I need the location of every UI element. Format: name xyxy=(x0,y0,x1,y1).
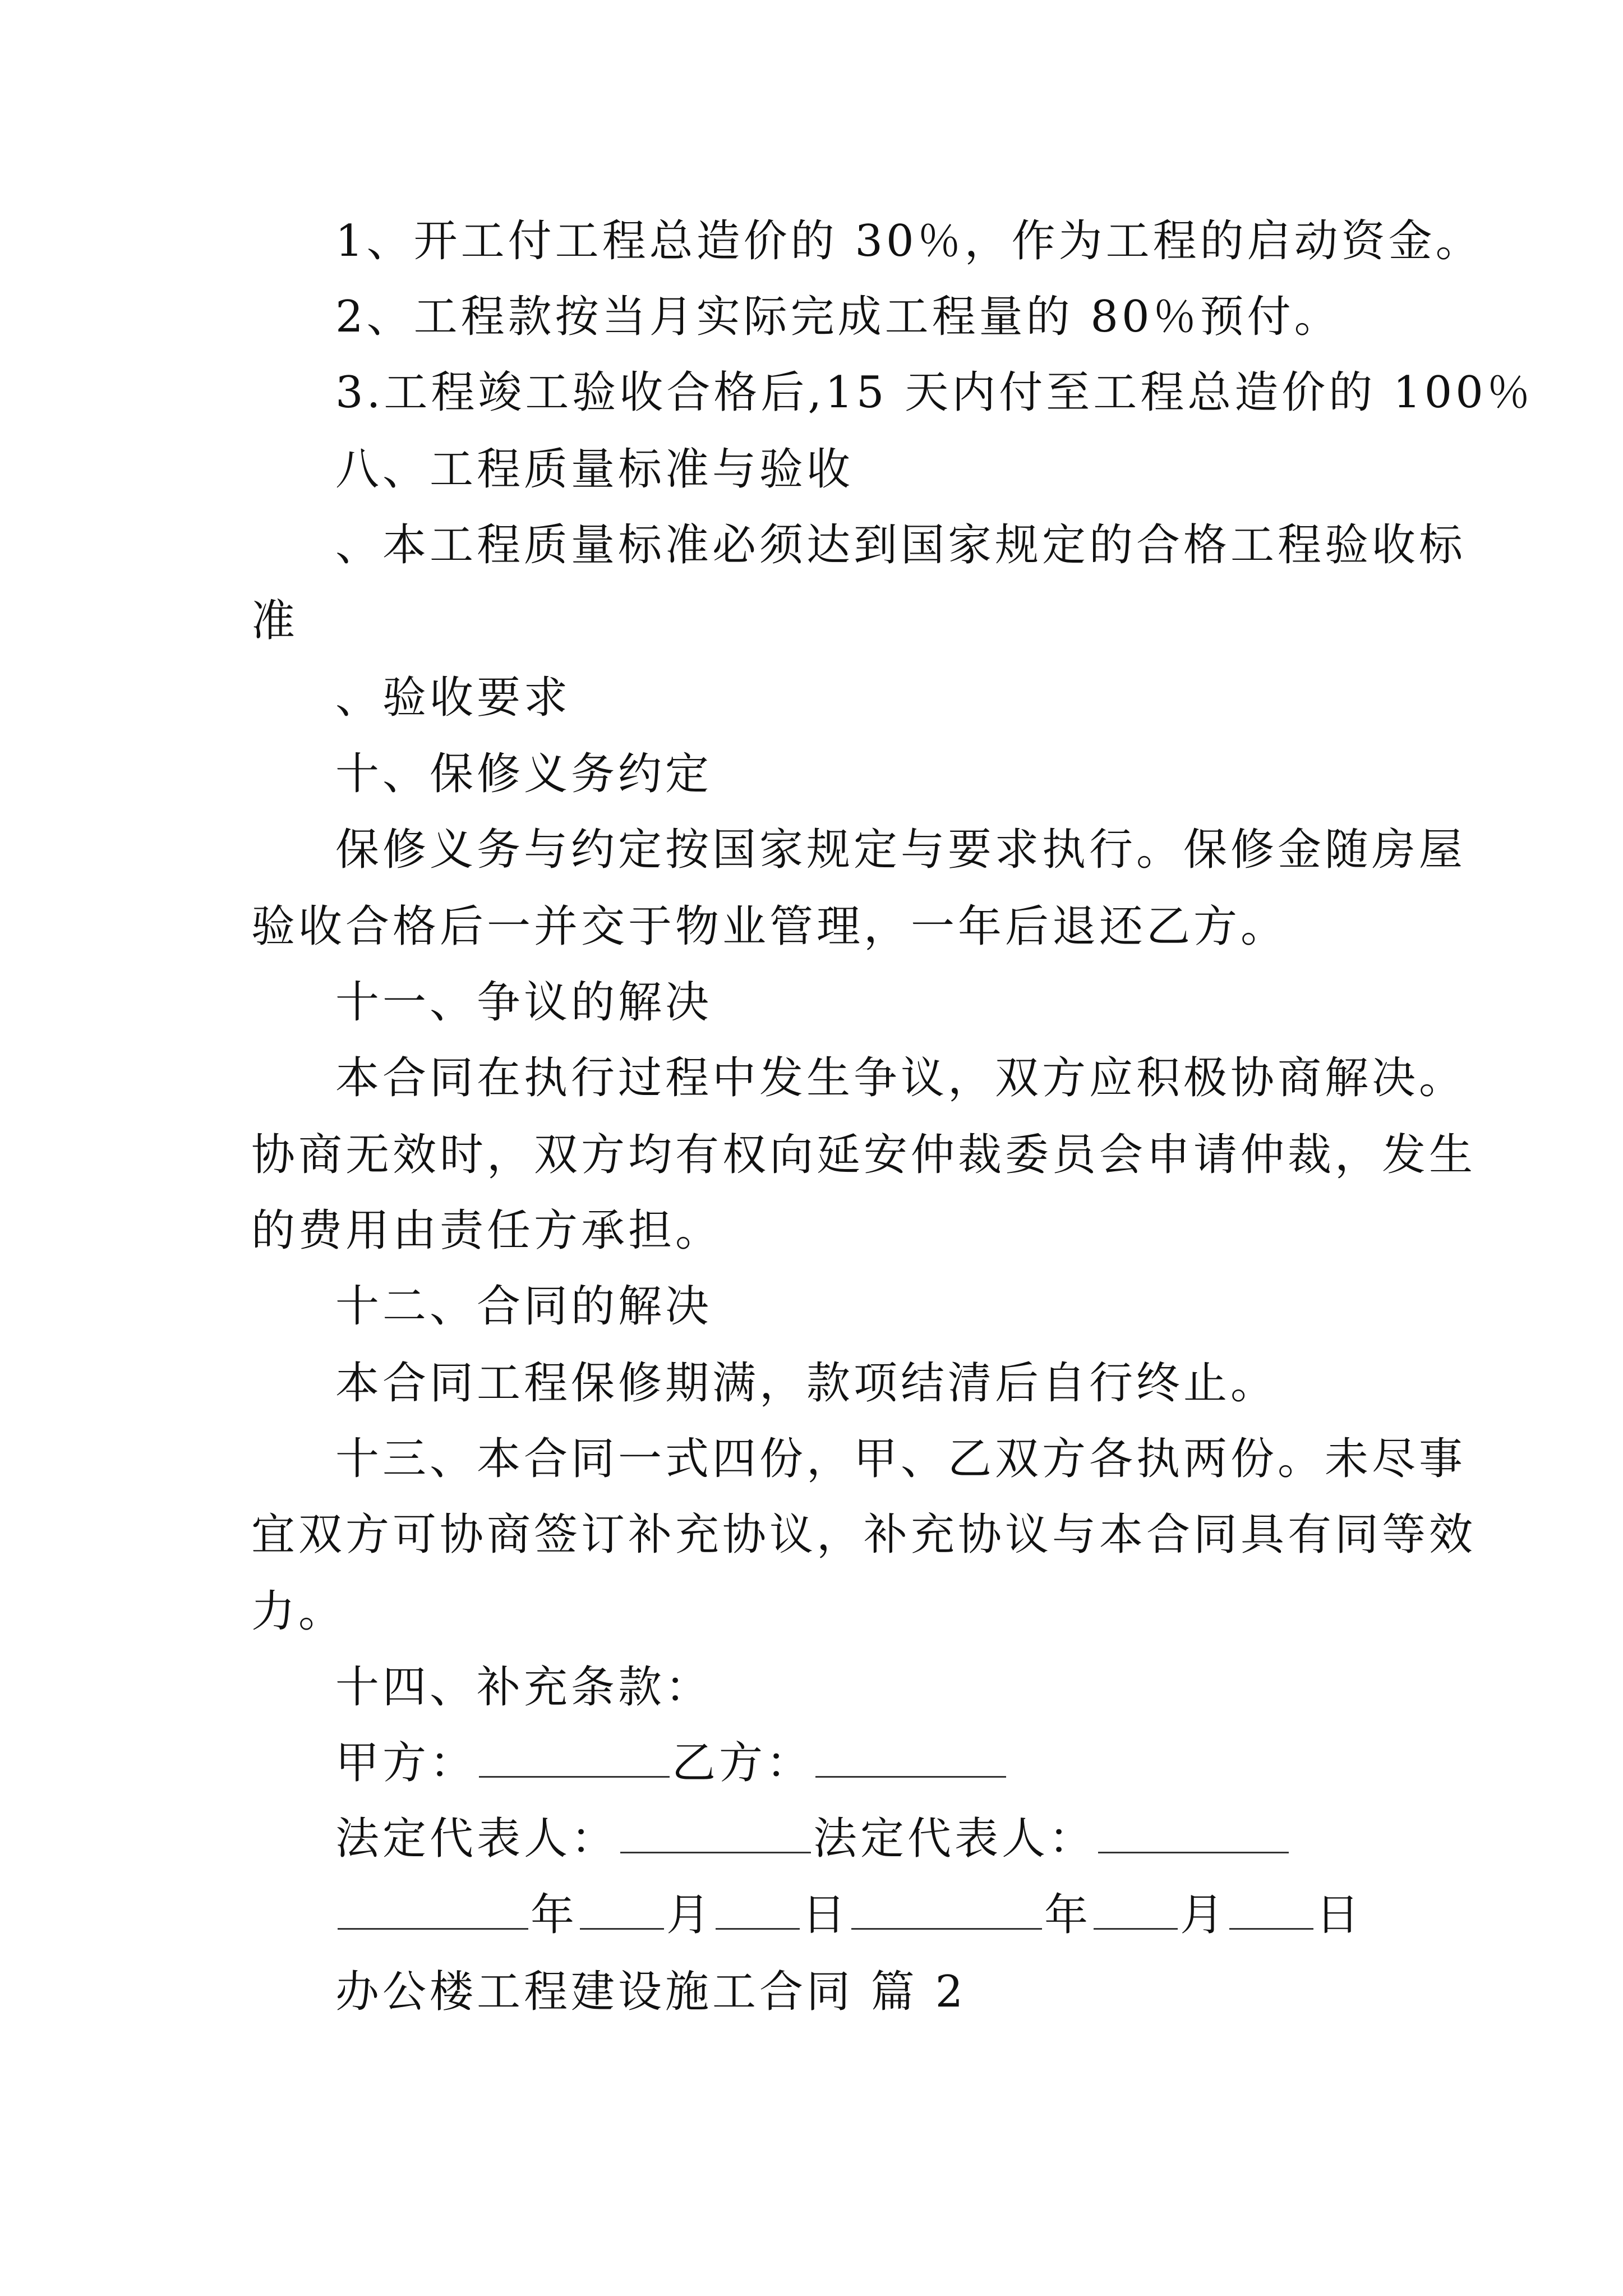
signature-parties-line xyxy=(335,1736,1008,1790)
date-b-year-blank xyxy=(851,1889,1042,1930)
party-a-blank xyxy=(479,1737,670,1778)
section-heading-disputes: 十一、争议的解决 xyxy=(335,977,713,1028)
disputes-paragraph-line-2: 协商无效时，双方均有权向延安仲裁委员会申请仲裁，发生 xyxy=(251,1130,1477,1180)
rep-b-blank xyxy=(1098,1812,1289,1853)
disputes-paragraph-line-3: 的费用由责任方承担。 xyxy=(251,1205,723,1256)
rep-a-blank xyxy=(620,1812,811,1853)
date-b-year-label: 年 xyxy=(1044,1890,1092,1940)
date-a-day-blank xyxy=(716,1889,800,1930)
date-a-month-label: 月 xyxy=(666,1890,714,1940)
date-b-month-blank xyxy=(1094,1889,1178,1930)
rep-b-label: 法定代表人： xyxy=(813,1814,1096,1864)
copies-paragraph-line-1: 十三、本合同一式四份，甲、乙双方各执两份。未尽事 xyxy=(335,1434,1467,1484)
date-b-day-label: 日 xyxy=(1316,1890,1363,1940)
quality-standard-line-cont: 准 xyxy=(251,596,299,646)
date-a-month-blank xyxy=(580,1889,664,1930)
section-heading-termination: 十二、合同的解决 xyxy=(335,1281,713,1332)
acceptance-requirement: 、验收要求 xyxy=(335,673,571,723)
signature-date-line xyxy=(335,1888,1363,1942)
date-b-day-blank xyxy=(1229,1889,1313,1930)
section-heading-warranty: 十、保修义务约定 xyxy=(335,749,713,799)
quality-standard-line: 、本工程质量标准必须达到国家规定的合格工程验收标 xyxy=(335,520,1467,570)
next-section-title: 办公楼工程建设施工合同 篇 2 xyxy=(335,1967,967,2017)
warranty-paragraph-line-2: 验收合格后一并交于物业管理，一年后退还乙方。 xyxy=(251,901,1288,952)
section-heading-supplementary: 十四、补充条款： xyxy=(335,1662,713,1713)
disputes-paragraph-line-1: 本合同在执行过程中发生争议，双方应积极协商解决。 xyxy=(335,1053,1467,1103)
date-a-year-label: 年 xyxy=(531,1890,578,1940)
date-b-month-label: 月 xyxy=(1180,1890,1228,1940)
copies-paragraph-line-2: 宜双方可协商签订补充协议，补充协议与本合同具有同等效 xyxy=(251,1510,1477,1560)
party-b-blank xyxy=(815,1737,1006,1778)
party-b-label: 乙方： xyxy=(672,1738,814,1788)
rep-a-label: 法定代表人： xyxy=(335,1814,619,1864)
signature-representatives-line xyxy=(335,1812,1291,1866)
date-a-day-label: 日 xyxy=(802,1890,850,1940)
termination-paragraph: 本合同工程保修期满，款项结清后自行终止。 xyxy=(335,1358,1278,1409)
date-a-year-blank xyxy=(338,1889,528,1930)
party-a-label: 甲方： xyxy=(335,1738,477,1788)
payment-clause-3: 3.工程竣工验收合格后,15 天内付至工程总造价的 100％ xyxy=(335,367,1534,418)
section-heading-quality: 八、工程质量标准与验收 xyxy=(335,444,854,495)
copies-paragraph-line-3: 力。 xyxy=(251,1586,346,1637)
payment-clause-2: 2、工程款按当月实际完成工程量的 80％预付。 xyxy=(335,292,1341,342)
warranty-paragraph-line-1: 保修义务与约定按国家规定与要求执行。保修金随房屋 xyxy=(335,825,1467,875)
payment-clause-1: 1、开工付工程总造价的 30％，作为工程的启动资金。 xyxy=(335,216,1483,266)
